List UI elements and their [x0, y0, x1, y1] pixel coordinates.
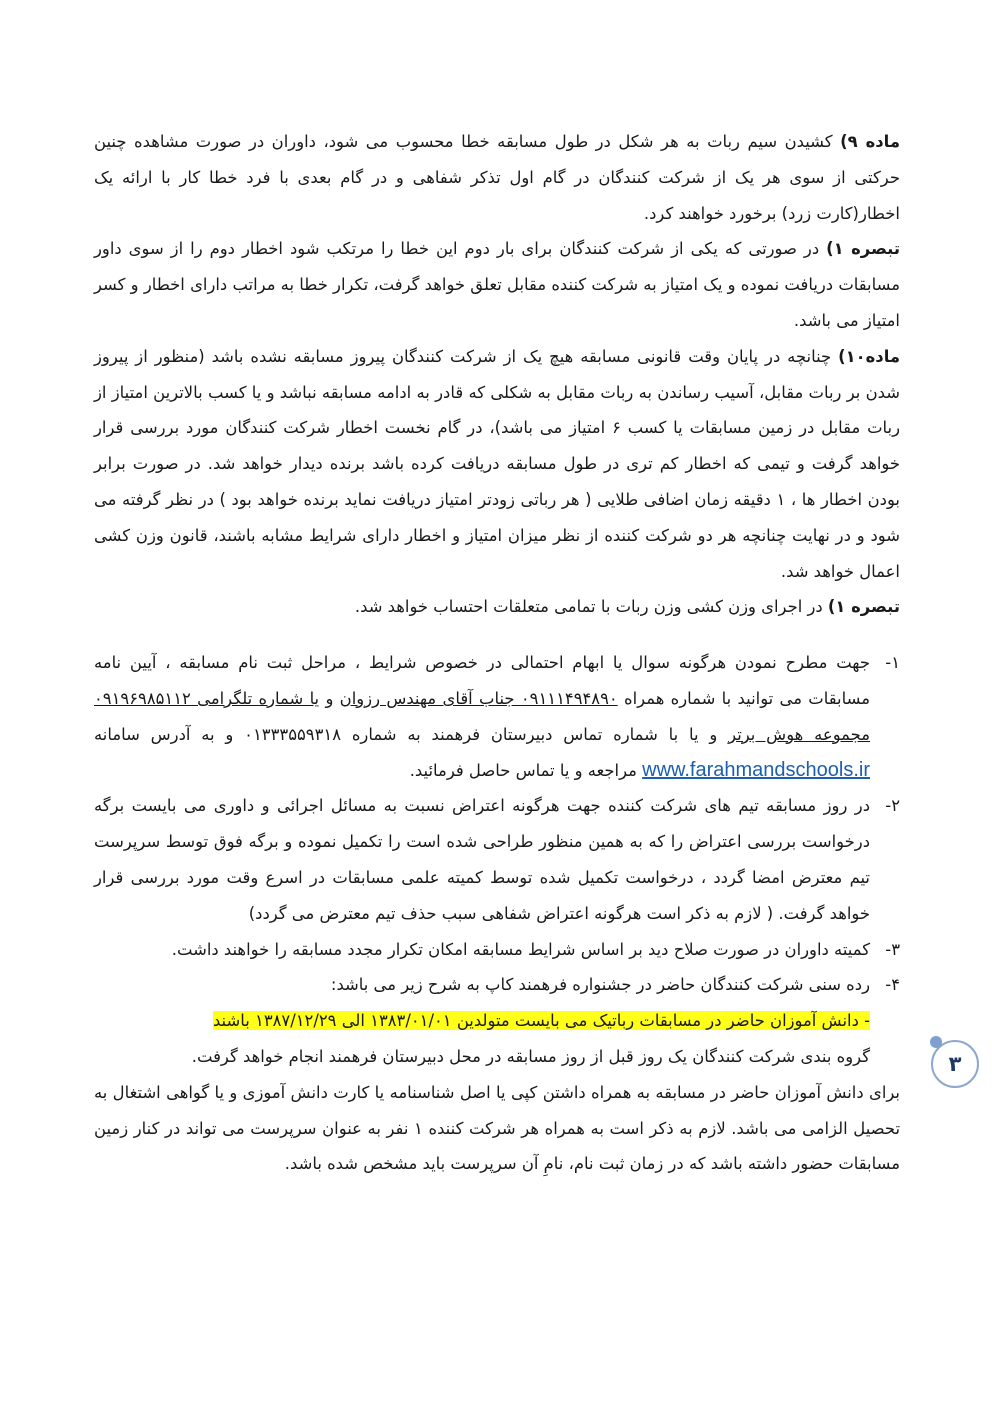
list-number: ۴- [885, 975, 900, 995]
note-1b-label: تبصره ۱) [827, 597, 900, 617]
note-1b-text: در اجرای وزن کشی وزن ربات با تمامی متعلقات احتساب خواهد شد. [354, 597, 828, 617]
list-item-1 [94, 645, 900, 788]
item-4-text: رده سنی شرکت کنندگان حاضر در جشنواره فرهمند کاپ به شرح زیر می باشد: [330, 975, 870, 995]
item-1-text-c: و یا با شماره تماس دبیرستان فرهمند به شماره ۰۱۳۳۳۵۵۹۳۱۸ و به آدرس سامانه [94, 724, 729, 744]
website-link[interactable]: www.farahmandschools.ir [642, 758, 870, 781]
list-number: ۲- [885, 796, 900, 816]
age-requirement-text: دانش آموزان حاضر در مسابقات رباتیک می بایست متولدین ۱۳۸۳/۰۱/۰۱ الی ۱۳۸۷/۱۲/۲۹ باشند [212, 1011, 865, 1031]
item-2-text: در روز مسابقه تیم های شرکت کننده جهت هرگونه اعتراض نسبت به مسائل اجرائی و داوری می بایست برگه درخواست بررسی اعتراض را که به همین منظور طراحی شده است را تکمیل نموده و برگه فوق توسط سرپرست تیم معترض امضا گردد ، درخواست تکمیل شده توسط کمیته علمی مسابقات در اسرع وقت مورد بررسی قرار خواهد گرفت. ( لازم به ذکر است هرگونه اعتراض شفاهی سبب حذف تیم معترض می گردد) [94, 796, 870, 923]
list-number: ۳- [885, 939, 900, 959]
article-9-text: کشیدن سیم ربات به هر شکل در طول مسابقه خطا محسوب می شود، داوران در صورت مشاهده چنین حرکتی از سوی هر یک از شرکت کنندگان در گام اول تذکر شفاهی و در گام بعدی با فرد خطا کار با ارائه یک اخطار(کارت زرد) برخورد خواهند کرد. [94, 132, 900, 223]
list-number: ۱- [885, 653, 900, 673]
list-item-3 [94, 932, 900, 968]
document-body [94, 124, 900, 1182]
contact-phone-1: ۰۹۱۱۱۴۹۴۸۹۰ جناب آقای مهندس رزوان [339, 688, 618, 708]
article-10-text: چنانچه در پایان وقت قانونی مسابقه هیچ یک از شرکت کنندگان پیروز مسابقه نشده باشد (منظور از پیروز شدن بر ربات مقابل، آسیب رساندن به ربات مقابل به شکلی که قادر به ادامه مسابقه نباشد و یا کسب بالاترین امتیاز از ربات مقابل در زمین مسابقات یا کسب ۶ امتیاز می باشد)، در گام نخست اخطار شرکت کنندگان مورد بررسی قرار خواهد گرفت و تیمی که اخطار کم تری در طول مسابقه دریافت کرده باشد برنده دیدار خواهد شد. در صورت برابر بودن اخطار ها ، ۱ دقیقه زمان اضافی طلایی ( هر رباتی زودتر امتیاز دریافت نماید برنده خواهد بود ) در نظر گرفته می شود و در نهایت چنانچه هر دو شرکت کننده از نظر میزان امتیاز و اخطار دارای شرایط مشابه باشند، قانون وزن کشی اعمال خواهد شد. [94, 346, 900, 581]
article-9 [94, 124, 900, 231]
item-1-text-b: و [319, 688, 340, 708]
item-1-text-d: مراجعه و یا تماس حاصل فرمائید. [409, 760, 643, 780]
article-10-label: ماده۱۰) [838, 346, 900, 366]
list-item-2 [94, 788, 900, 931]
item-3-text: کمیته داوران در صورت صلاح دید بر اساس شرایط مسابقه امکان تکرار مجدد مسابقه را خواهند داشت. [171, 939, 870, 959]
highlighted-text [213, 1011, 870, 1030]
page-number: ۳ [948, 1052, 962, 1076]
note-1-article-9 [94, 231, 900, 338]
note-1-text: در صورتی که یکی از شرکت کنندگان برای بار دوم این خطا را مرتکب شود اخطار دوم را از سوی داور مسابقات دریافت نموده و یک امتیاز به شرکت کننده مقابل تعلق خواهد گرفت، تکرار خطا به مراتب دارای اخطار و کسر امتیاز می باشد. [94, 239, 900, 330]
note-1-article-10 [94, 589, 900, 625]
age-requirement [94, 1003, 900, 1039]
contact-telegram: یا شماره تلگرامی ۰۹۱۹۶۹۸۵۱۱۲ مجموعه هوش برتر [94, 688, 870, 744]
item-1-text-a: جهت مطرح نمودن هرگونه سوال یا ابهام احتمالی در خصوص شرایط ، مراحل ثبت نام مسابقه ، آیین نامه مسابقات می توانید با شماره همراه [94, 653, 870, 708]
list-item-4 [94, 967, 900, 1003]
grouping-note: گروه بندی شرکت کنندگان یک روز قبل از روز مسابقه در محل دبیرستان فرهمند انجام خواهد گرفت. [191, 1046, 870, 1066]
dash-bullet: - [864, 1011, 870, 1031]
final-paragraph: برای دانش آموزان حاضر در مسابقه به همراه داشتن کپی یا اصل شناسنامه یا کارت دانش آموزی و یا گواهی اشتغال به تحصیل الزامی می باشد. لازم به ذکر است به همراه هر شرکت کننده ۱ نفر به عنوان سرپرست می تواند در کنار زمین مسابقات حضور داشته باشد که در زمان ثبت نام، نامِ آن سرپرست باید مشخص شده باشد. [94, 1082, 900, 1174]
article-10 [94, 339, 900, 590]
note-1-label: تبصره ۱) [826, 239, 900, 259]
article-9-label: ماده ۹) [840, 132, 900, 151]
badge-dot-icon [930, 1036, 942, 1048]
